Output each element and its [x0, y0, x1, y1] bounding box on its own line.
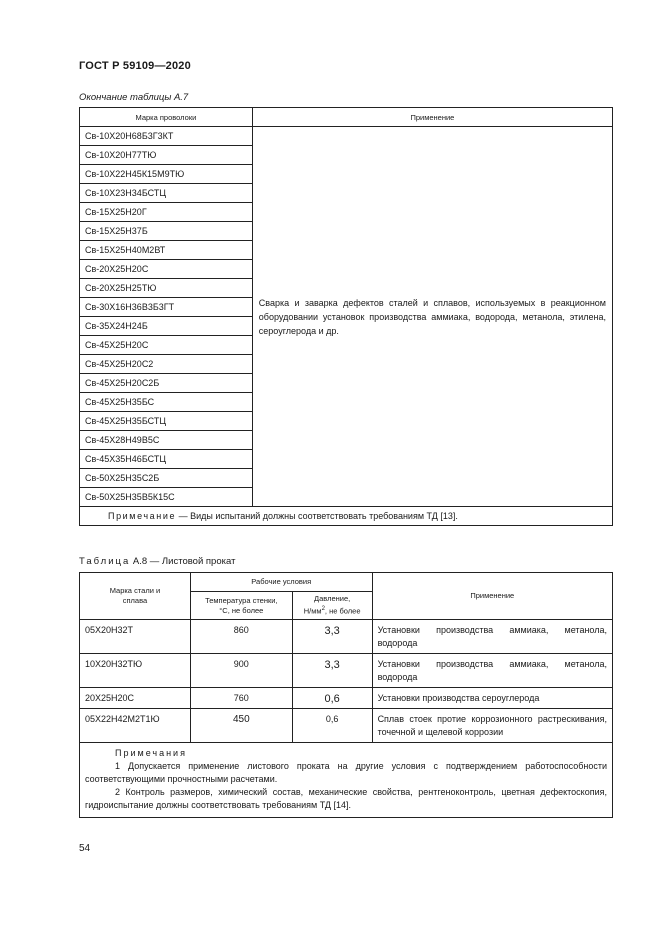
table-a8-caption-label: Таблица	[79, 556, 131, 567]
table-a8-header-conditions: Рабочие условия	[190, 573, 372, 592]
table-a8-temperature: 900	[190, 654, 292, 688]
table-a8-application: Установки производства аммиака, метанола, водорода	[372, 654, 612, 688]
table-a7-grade: Св-10Х20Н68Б3Г3КТ	[80, 127, 253, 146]
table-a8-caption-text: А.8 — Листовой прокат	[130, 556, 236, 567]
page-number: 54	[79, 843, 91, 854]
table-a7-grade: Св-30Х16Н36В3Б3ГТ	[80, 298, 253, 317]
table-a7-grade: Св-45Х35Н46БСТЦ	[80, 450, 253, 469]
table-a8-application: Сплав стоек протие коррозионного растрескивания, точечной и щелевой коррозии	[372, 709, 612, 743]
table-a7-caption: Окончание таблицы А.7	[79, 92, 189, 103]
table-a8-header-application: Применение	[372, 573, 612, 620]
table-a7-grade: Св-45Х25Н20С2	[80, 355, 253, 374]
table-a8-temperature: 860	[190, 620, 292, 654]
table-a8-pressure: 3,3	[292, 620, 372, 654]
table-a8-note-item: 2 Контроль размеров, химический состав, механические свойства, рентгеноконтроль, цветная дефектоскопия, гидроиспытание должны соответствовать требованиям ТД [14].	[85, 787, 607, 810]
table-a8-pressure: 0,6	[292, 688, 372, 709]
table-a8-header-pressure-a: Давление,	[314, 594, 351, 604]
table-a8-caption	[79, 556, 235, 567]
table-a7-grade: Св-10Х20Н77ТЮ	[80, 146, 253, 165]
table-a8-application: Установки производства сероуглерода	[372, 688, 612, 709]
table-a7-grade: Св-20Х25Н20С	[80, 260, 253, 279]
table-a7-note-text: — Виды испытаний должны соответствовать требованиям ТД [13].	[176, 511, 458, 521]
table-a7-grade: Св-15Х25Н37Б	[80, 222, 253, 241]
table-a7-grade: Св-10Х22Н45К15М9ТЮ	[80, 165, 253, 184]
table-a8-header-grade: Марка стали и сплава	[80, 573, 191, 620]
table-a8-temperature: 760	[190, 688, 292, 709]
table-a8-header-temperature: Температура стенки, °С, не более	[190, 592, 292, 620]
table-a8-grade: 20Х25Н20С	[80, 688, 191, 709]
table-a7-application: Сварка и заварка дефектов сталей и сплавов, используемых в реакционном оборудовании установок производства аммиака, водорода, метанола, этилена, сероуглерода и др.	[252, 127, 612, 507]
table-a8-note-item: 1 Допускается применение листового проката на другие условия с подтверждением работоспособности соответствующими прочностными расчетами.	[85, 761, 607, 784]
table-a8-application: Установки производства аммиака, метанола, водорода	[372, 620, 612, 654]
table-a8-pressure: 0,6	[292, 709, 372, 743]
table-a8-notes-title: Примечания	[115, 748, 187, 758]
table-a7-grade: Св-35Х24Н24Б	[80, 317, 253, 336]
table-a7-header-application: Применение	[252, 108, 612, 127]
table-a7-grade: Св-15Х25Н20Г	[80, 203, 253, 222]
table-a7-grade: Св-50Х25Н35В5К15С	[80, 488, 253, 507]
table-a8-header-pressure-sup: 2	[321, 606, 325, 613]
table-a7-note-label: Примечание	[108, 511, 177, 521]
table-a8-grade: 05Х20Н32Т	[80, 620, 191, 654]
table-a7-grade: Св-10Х23Н34БСТЦ	[80, 184, 253, 203]
table-a8-header-pressure-b: , не более	[324, 606, 361, 616]
table-a7-grade: Св-15Х25Н40М2ВТ	[80, 241, 253, 260]
table-a7-grade: Св-50Х25Н35С2Б	[80, 469, 253, 488]
table-a7-grade: Св-45Х28Н49В5С	[80, 431, 253, 450]
table-a7-grade: Св-20Х25Н25ТЮ	[80, 279, 253, 298]
table-a7-header-grade: Марка проволоки	[80, 108, 253, 127]
table-a8-pressure: 3,3	[292, 654, 372, 688]
table-a7-note	[80, 507, 613, 526]
table-a7-grade: Св-45Х25Н35БС	[80, 393, 253, 412]
table-a8-grade: 10Х20Н32ТЮ	[80, 654, 191, 688]
table-a8-grade: 05Х22Н42М2Т1Ю	[80, 709, 191, 743]
table-a7-grade: Св-45Х25Н35БСТЦ	[80, 412, 253, 431]
table-a8-temperature: 450	[190, 709, 292, 743]
table-a7-grade: Св-45Х25Н20С	[80, 336, 253, 355]
table-a8	[79, 572, 613, 818]
table-a8-notes	[80, 743, 613, 818]
table-a8-header-pressure-unit: Н/мм	[303, 606, 322, 616]
document-header: ГОСТ Р 59109—2020	[79, 60, 191, 72]
table-a7	[79, 107, 613, 526]
table-a7-grade: Св-45Х25Н20С2Б	[80, 374, 253, 393]
table-a8-header-pressure	[292, 592, 372, 620]
